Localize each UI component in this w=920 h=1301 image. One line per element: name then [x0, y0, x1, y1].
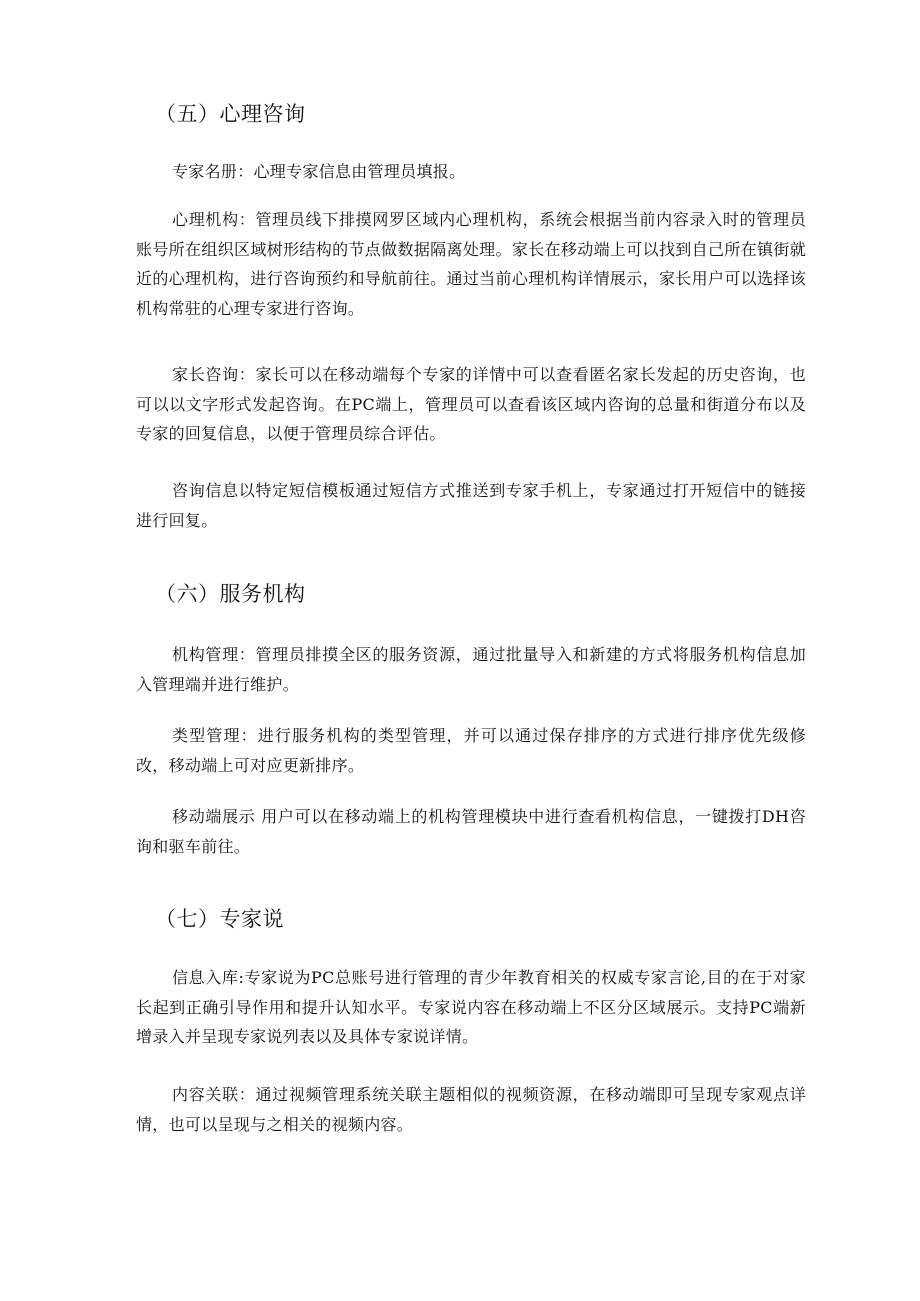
- paragraph-expert-roster: 专家名册：心理专家信息由管理员填报。: [172, 162, 466, 181]
- section-heading-service-institutions: （六）服务机构: [155, 582, 306, 606]
- paragraph-psych-institutions: 心理机构：管理员线下排摸网罗区域内心理机构，系统会根据当前内容录入时的管理员账号所在组织区域树形结构的节点做数据隔离处理。家长在移动端上可以找到自己所在镇街就近的心理机构，进行咨询预约和导航前往。通过当前心理机构详情展示，家长用户可以选择该机构常驻的心理专家进行咨询。: [136, 210, 806, 318]
- paragraph-sms-notice: 咨询信息以特定短信模板通过短信方式推送到专家手机上，专家通过打开短信中的链接进行回复。: [136, 481, 806, 530]
- paragraph-parent-consult: 家长咨询：家长可以在移动端每个专家的详情中可以查看匿名家长发起的历史咨询，也可以以文字形式发起咨询。在PC端上，管理员可以查看该区域内咨询的总量和街道分布以及专家的回复信息，以便于管理员综合评估。: [136, 365, 806, 443]
- paragraph-type-management: 类型管理：进行服务机构的类型管理，并可以通过保存排序的方式进行排序优先级修改，移动端上可对应更新排序。: [136, 726, 806, 775]
- section-heading-expert-says: （七）专家说: [155, 907, 284, 931]
- paragraph-mobile-display: 移动端展示 用户可以在移动端上的机构管理模块中进行查看机构信息，一键拨打DH咨询和驱车前往。: [136, 807, 806, 856]
- paragraph-institution-management: 机构管理：管理员排摸全区的服务资源，通过批量导入和新建的方式将服务机构信息加入管理端并进行维护。: [136, 645, 806, 694]
- paragraph-info-storage: 信息入库:专家说为PC总账号进行管理的青少年教育相关的权威专家言论,目的在于对家长起到正确引导作用和提升认知水平。专家说内容在移动端上不区分区域展示。支持PC端新增录入并呈现专家说列表以及具体专家说详情。: [136, 968, 806, 1046]
- section-heading-psych-consult: （五）心理咨询: [155, 102, 306, 126]
- paragraph-content-association: 内容关联：通过视频管理系统关联主题相似的视频资源，在移动端即可呈现专家观点详情，也可以呈现与之相关的视频内容。: [136, 1085, 806, 1134]
